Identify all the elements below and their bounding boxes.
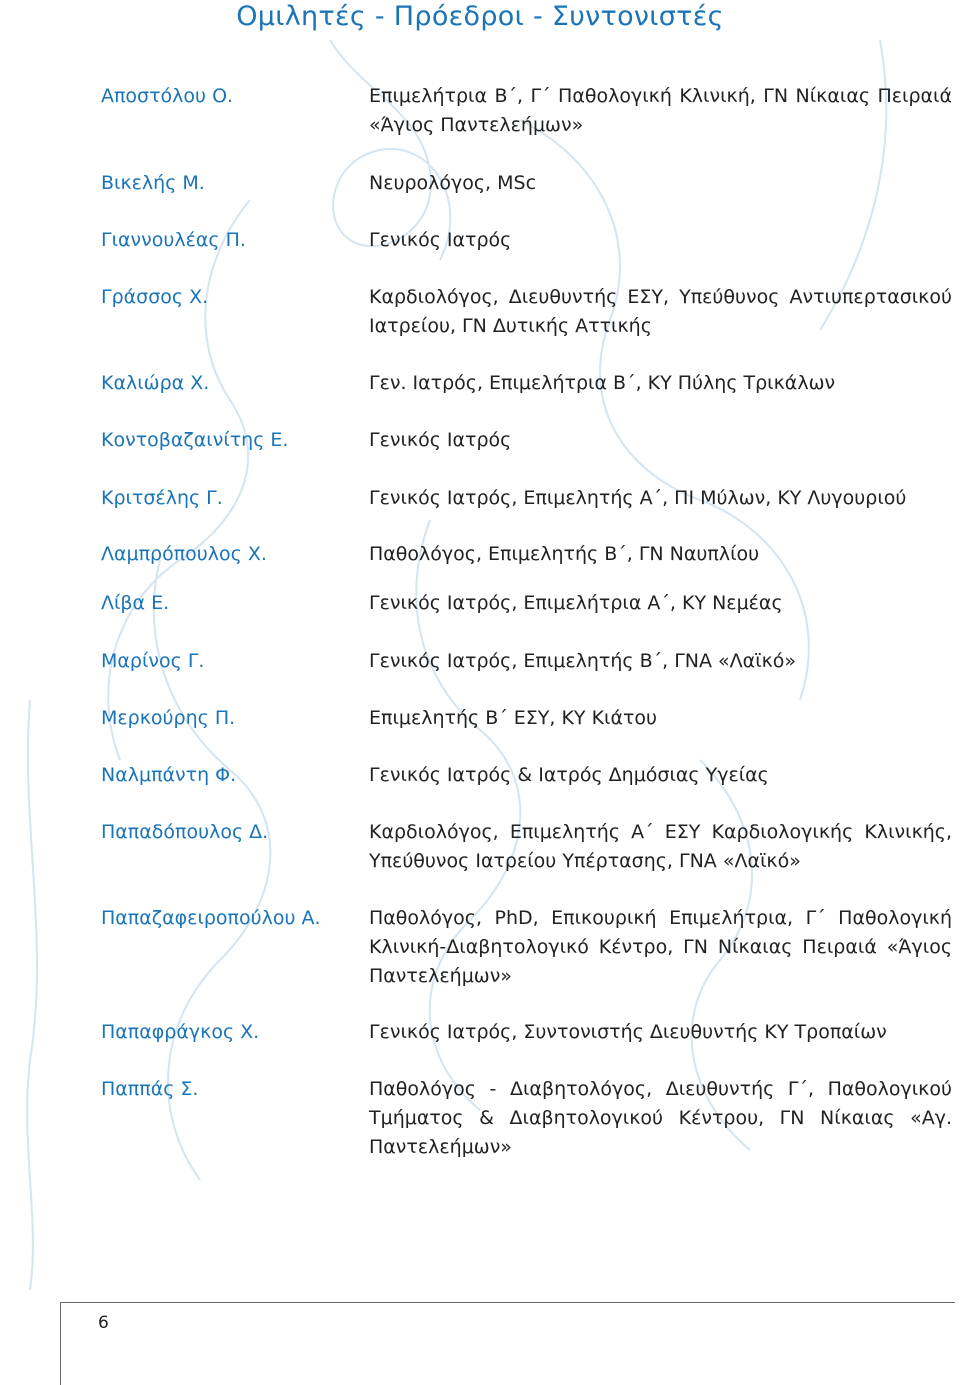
speaker-description: Γεν. Ιατρός, Επιμελήτρια Β΄, ΚΥ Πύλης Τρικάλων [369, 372, 836, 394]
page-title: Ομιλητές - Πρόεδροι - Συντονιστές [236, 1, 724, 32]
speaker-name: Μερκούρης Π. [101, 707, 236, 729]
speaker-name: Παπαδόπουλος Δ. [101, 821, 269, 843]
speaker-name: Μαρίνος Γ. [101, 650, 205, 672]
speaker-description: Παθολόγος, PhD, Επικουρική Επιμελήτρια, Γ΄ Παθολογική Κλινική-Διαβητολογικό Κέντρο, ΓΝ Νίκαιας Πειραιά «Άγιος Παντελεήμων» [369, 907, 952, 987]
speaker-name: Παππάς Σ. [101, 1078, 199, 1100]
speaker-description: Γενικός Ιατρός, Επιμελητής Β΄, ΓΝΑ «Λαϊκό» [369, 650, 797, 672]
speaker-description: Παθολόγος - Διαβητολόγος, Διευθυντής Γ΄, Παθολογικού Τμήματος & Διαβητολογικού Κέντρου, ΓΝ Νίκαιας «Αγ. Παντελεήμων» [369, 1078, 952, 1158]
speaker-name: Βικελής Μ. [101, 172, 205, 194]
speaker-description: Γενικός Ιατρός [369, 229, 512, 251]
speaker-description: Γενικός Ιατρός, Συντονιστής Διευθυντής ΚΥ Τροπαίων [369, 1021, 887, 1043]
speaker-description: Παθολόγος, Επιμελητής Β΄, ΓΝ Ναυπλίου [369, 543, 760, 565]
speaker-name: Κοντοβαζαινίτης Ε. [101, 429, 289, 451]
speaker-description: Καρδιολόγος, Επιμελητής Α΄ ΕΣΥ Καρδιολογικής Κλινικής, Υπεύθυνος Ιατρείου Υπέρτασης, ΓΝΑ «Λαϊκό» [369, 821, 952, 872]
speaker-name: Γράσσος Χ. [101, 286, 209, 308]
speaker-name: Λίβα Ε. [101, 592, 170, 614]
speaker-name: Λαμπρόπουλος Χ. [101, 543, 267, 565]
speaker-name: Γιαννουλέας Π. [101, 229, 246, 251]
speaker-description: Επιμελήτρια Β΄, Γ΄ Παθολογική Κλινική, ΓΝ Νίκαιας Πειραιά «Άγιος Παντελεήμων» [369, 85, 952, 136]
speaker-name: Αποστόλου Ο. [101, 85, 234, 107]
footer-rule [60, 1302, 955, 1303]
speaker-description: Νευρολόγος, MSc [369, 172, 537, 194]
speaker-name: Ναλμπάντη Φ. [101, 764, 237, 786]
speaker-name: Παπαφράγκος Χ. [101, 1021, 260, 1043]
speaker-description: Καρδιολόγος, Διευθυντής ΕΣΥ, Υπεύθυνος Αντιυπερτασικού Ιατρείου, ΓΝ Δυτικής Αττικής [369, 286, 952, 337]
speaker-description: Γενικός Ιατρός [369, 429, 512, 451]
speaker-description: Γενικός Ιατρός, Επιμελήτρια Α΄, ΚΥ Νεμέας [369, 592, 783, 614]
speaker-description: Επιμελητής Β΄ ΕΣΥ, ΚΥ Κιάτου [369, 707, 658, 729]
speaker-description: Γενικός Ιατρός & Ιατρός Δημόσιας Υγείας [369, 764, 769, 786]
speaker-description: Γενικός Ιατρός, Επιμελητής Α΄, ΠΙ Μύλων, ΚΥ Λυγουριού [369, 487, 907, 509]
speaker-name: Παπαζαφειροπούλου Α. [101, 907, 321, 929]
speaker-name: Κριτσέλης Γ. [101, 487, 223, 509]
speaker-name: Καλιώρα Χ. [101, 372, 210, 394]
page-number: 6 [98, 1313, 109, 1333]
footer-vertical-rule [60, 1302, 61, 1385]
